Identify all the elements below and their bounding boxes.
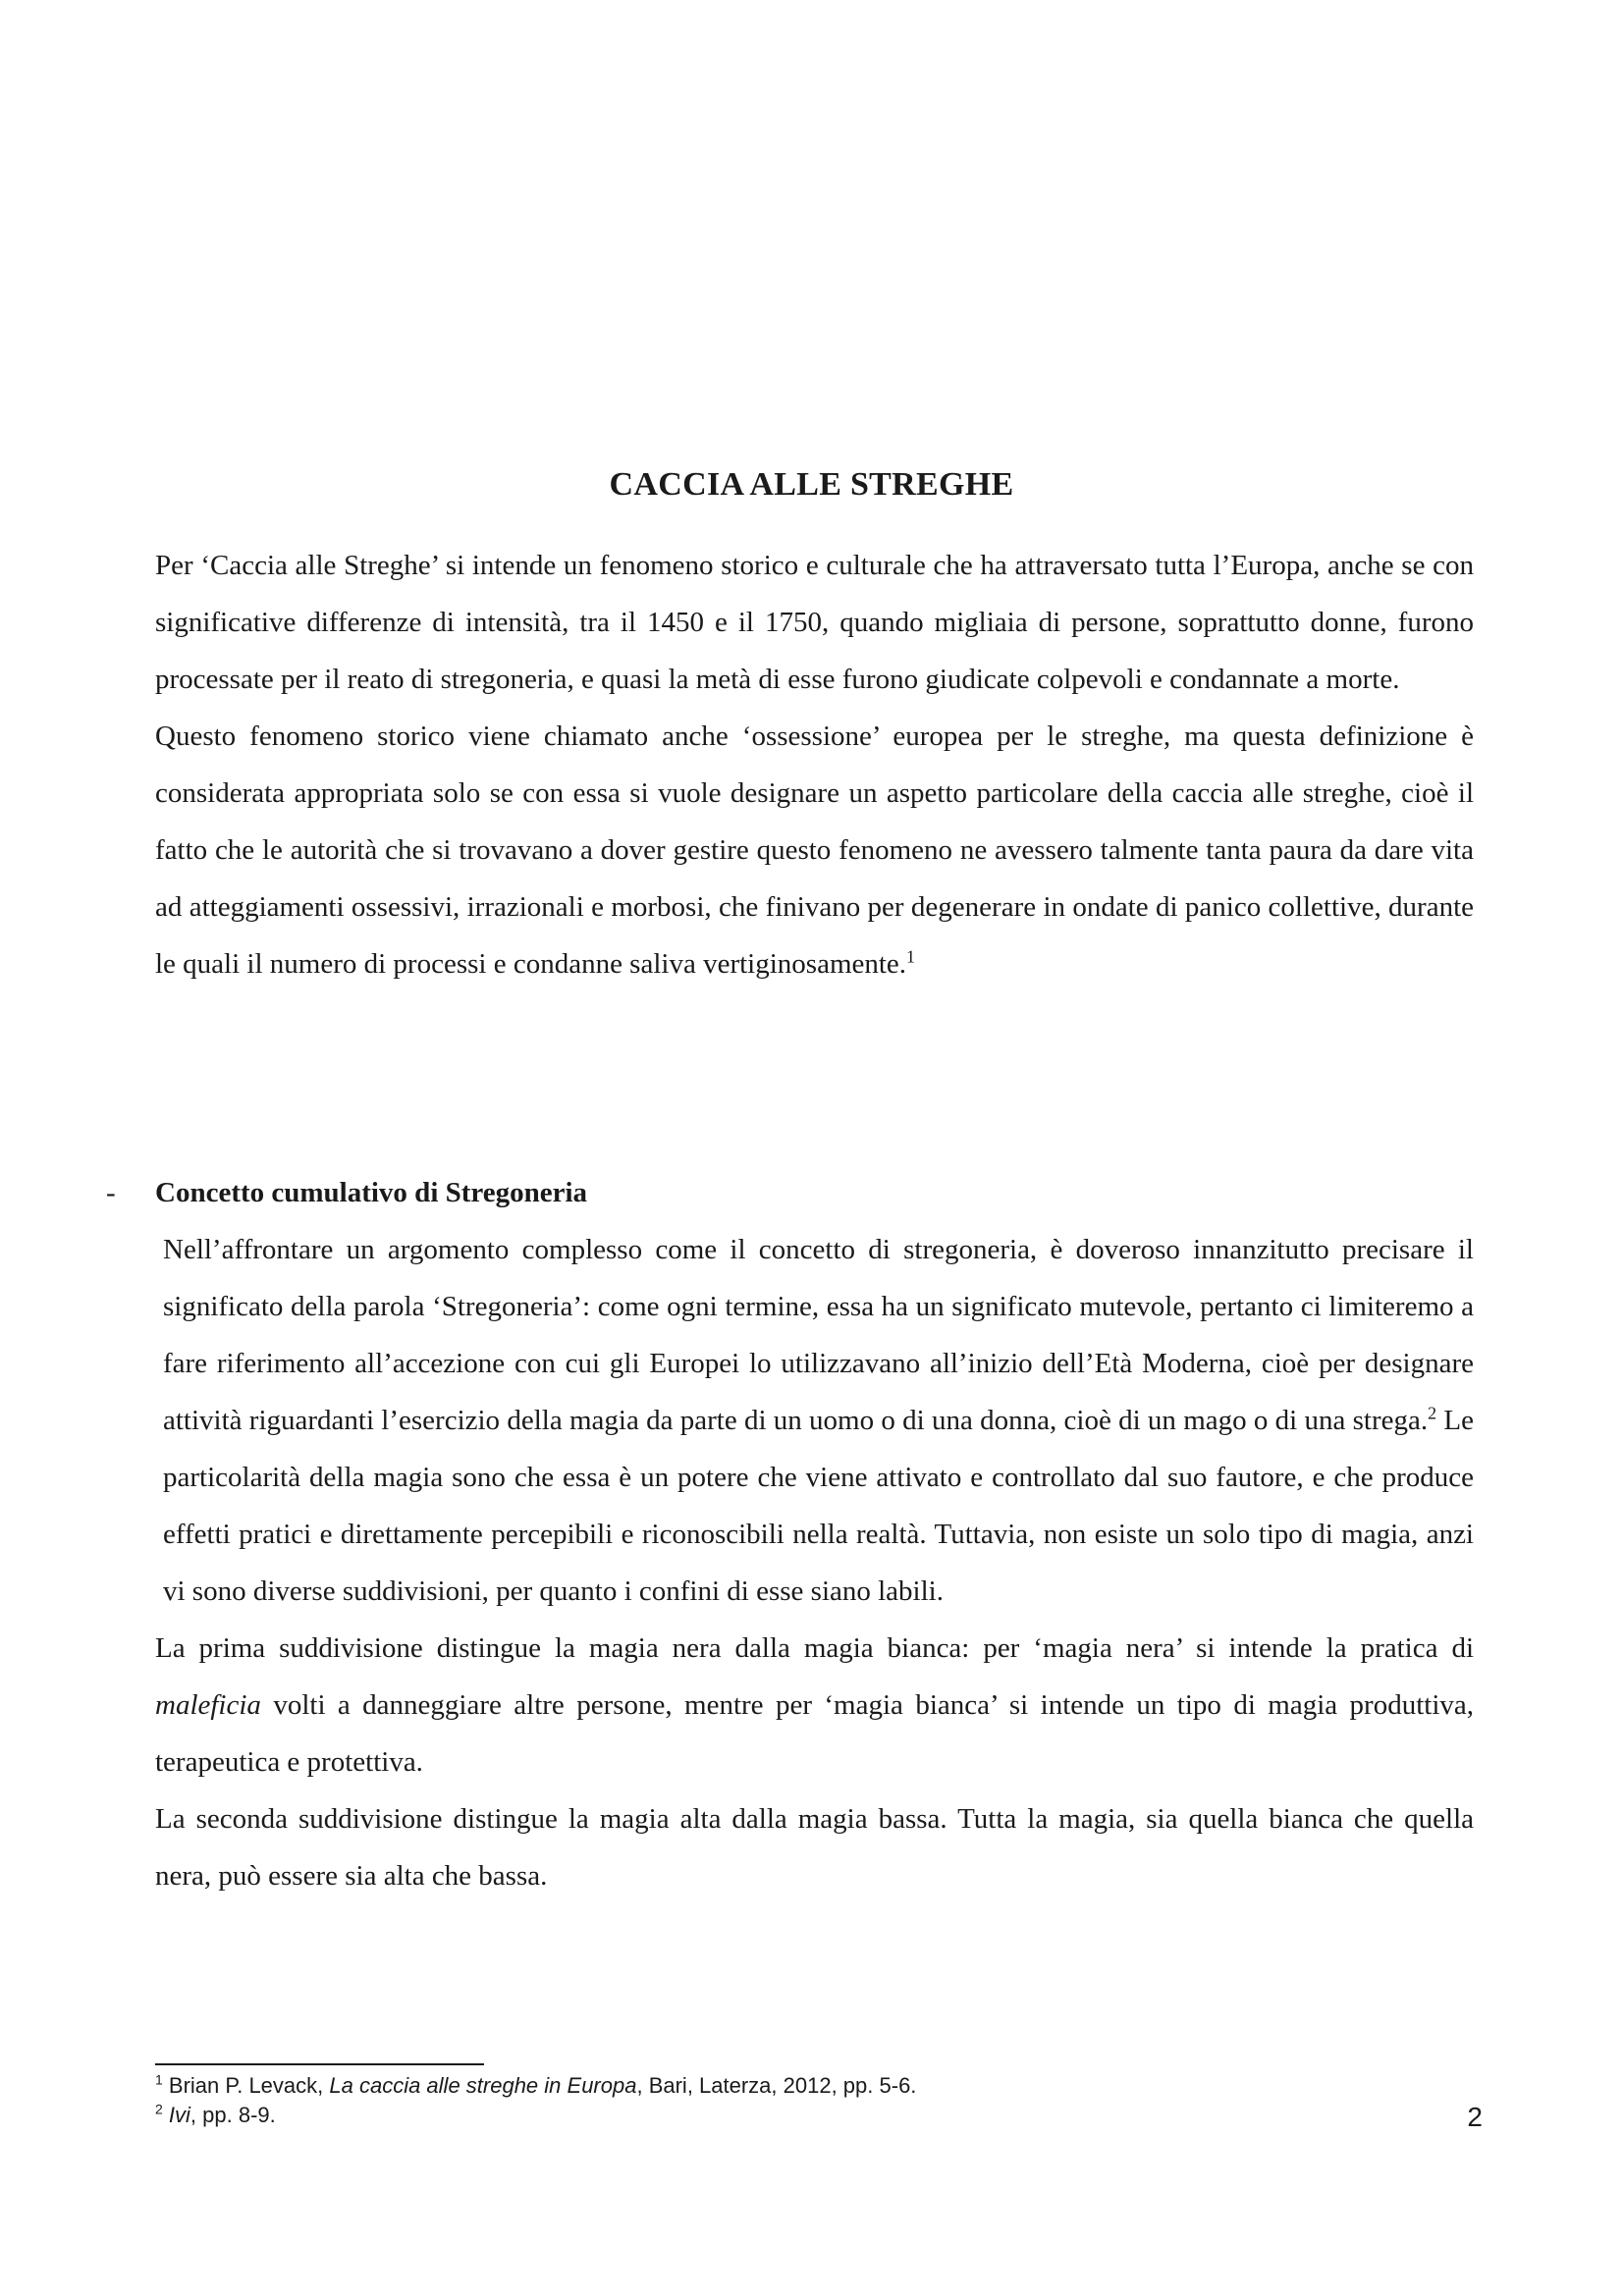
- footnote-separator: [155, 2063, 484, 2065]
- section-paragraph-1-text-b: Le particolarità della magia sono che essa è un potere che viene attivato e controllato dal suo fautore, e che produce effetti pratici e direttamente percepibili e riconoscibili nella realtà. Tuttavia, non esiste un solo tipo di magia, anzi vi sono diverse suddivisioni, per quanto i confini di esse siano labili.: [163, 1405, 1474, 1607]
- footnote-2-title: Ivi: [168, 2103, 190, 2127]
- section-paragraph-3-text: La seconda suddivisione distingue la magia alta dalla magia bassa. Tutta la magia, sia quella bianca che quella nera, può essere sia alta che bassa.: [155, 1803, 1474, 1892]
- footnote-2: [155, 2101, 1474, 2130]
- section-paragraph-2-text-b: volti a danneggiare altre persone, mentre per ‘magia bianca’ si intende un tipo di magia produttiva, terapeutica e protettiva.: [155, 1689, 1474, 1778]
- intro-paragraph-2: [155, 708, 1474, 992]
- section-paragraph-1-text-a: Nell’affrontare un argomento complesso come il concetto di stregoneria, è doveroso innanzitutto precisare il significato della parola ‘Stregoneria’: come ogni termine, essa ha un significato mutevole, pertanto ci limiteremo a fare riferimento all’accezione con cui gli Europei lo utilizzavano all’inizio dell’Età Moderna, cioè per designare attività riguardanti l’esercizio della magia da parte di un uomo o di una donna, cioè di un mago o di una strega.: [163, 1234, 1474, 1436]
- maleficia-term: maleficia: [155, 1689, 261, 1721]
- section-paragraph-2: [155, 1620, 1474, 1790]
- footnotes: [155, 2071, 1474, 2130]
- section-paragraph-3: [155, 1790, 1474, 1904]
- footnote-1-author: Brian P. Levack,: [162, 2073, 330, 2098]
- intro-paragraph-1: [155, 537, 1474, 708]
- section-paragraph-2-text-a: La prima suddivisione distingue la magia nera dalla magia bianca: per ‘magia nera’ si intende la pratica di: [155, 1632, 1474, 1664]
- section-paragraph-1: [155, 1221, 1474, 1620]
- footnote-2-details: , pp. 8-9.: [189, 2103, 276, 2127]
- footnote-1-number: 1: [155, 2071, 163, 2088]
- page-number: 2: [1467, 2102, 1483, 2132]
- intro-text: [155, 537, 1474, 992]
- footnote-1: [155, 2071, 1474, 2101]
- footnote-1-title: La caccia alle streghe in Europa: [329, 2073, 637, 2098]
- footnote-ref-1[interactable]: 1: [906, 946, 916, 967]
- footnote-ref-2[interactable]: 2: [1428, 1403, 1437, 1423]
- section-text: [155, 1221, 1474, 1904]
- list-dash: -: [106, 1177, 116, 1208]
- intro-paragraph-2-text: Questo fenomeno storico viene chiamato anche ‘ossessione’ europea per le streghe, ma questa definizione è considerata appropriata solo se con essa si vuole designare un aspetto particolare della caccia alle streghe, cioè il fatto che le autorità che si trovavano a dover gestire questo fenomeno ne avessero talmente tanta paura da dare vita ad atteggiamenti ossessivi, irrazionali e morbosi, che finivano per degenerare in ondate di panico collettive, durante le quali il numero di processi e condanne saliva vertiginosamente.: [155, 721, 1474, 980]
- section-heading: Concetto cumulativo di Stregoneria: [155, 1177, 588, 1208]
- intro-paragraph-1-text: Per ‘Caccia alle Streghe’ si intende un fenomeno storico e culturale che ha attraversato tutta l’Europa, anche se con significative differenze di intensità, tra il 1450 e il 1750, quando migliaia di persone, soprattutto donne, furono processate per il reato di stregoneria, e quasi la metà di esse furono giudicate colpevoli e condannate a morte.: [155, 550, 1474, 695]
- footnote-1-details: , Bari, Laterza, 2012, pp. 5-6.: [636, 2073, 917, 2098]
- footnote-2-number: 2: [155, 2101, 163, 2117]
- page-title: CACCIA ALLE STREGHE: [609, 466, 1014, 503]
